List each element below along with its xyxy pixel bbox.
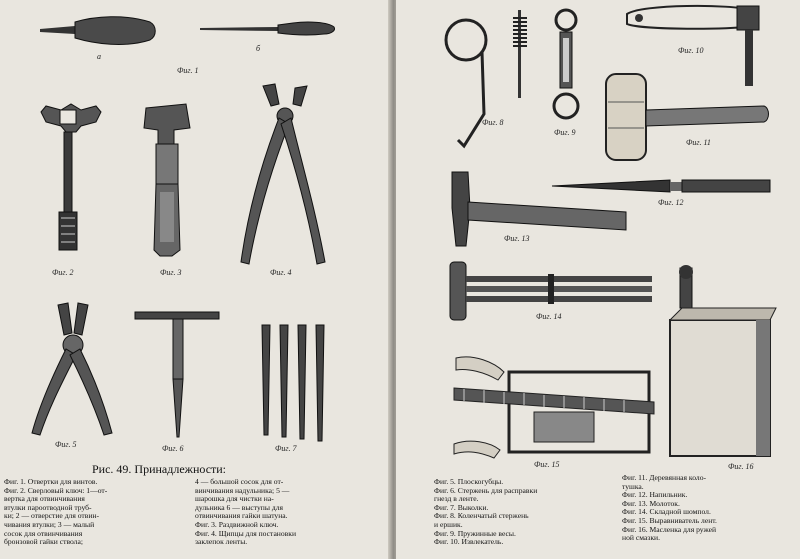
- caption-line: тушка.: [622, 481, 644, 491]
- caption-line: Фиг. 7. Выколки.: [434, 502, 489, 512]
- fig5-label: Фиг. 5: [55, 440, 77, 449]
- fig12-label: Фиг. 12: [658, 198, 684, 207]
- caption-line: отвинчивания гайки шатуна.: [195, 511, 288, 521]
- caption-line: шарошка для чистки на-: [195, 494, 274, 504]
- caption-line: винчивания надульника; 5 —: [195, 485, 290, 495]
- fig3-label: Фиг. 3: [160, 268, 182, 277]
- caption-column-3: [434, 478, 606, 547]
- caption-line: Фиг. 10. Извлекатель.: [434, 537, 504, 547]
- flat-nose-pliers-illustration: [28, 303, 118, 438]
- caption-line: втулки пароотводной труб-: [4, 502, 92, 512]
- caption-line: Фиг. 1. Отвертки для винтов.: [4, 477, 98, 486]
- fig11-label: Фиг. 11: [686, 138, 711, 147]
- screwdriver-b-illustration: [198, 18, 338, 40]
- caption-line: дульника 6 — выступы для: [195, 502, 284, 512]
- caption-line: ной смазки.: [622, 533, 660, 543]
- caption-line: вертка для отвинчивания: [4, 494, 85, 504]
- caption-line: сосок для отвинчивания: [4, 528, 83, 538]
- figure-caption-title: Рис. 49. Принадлежности:: [92, 462, 227, 476]
- oil-can-illustration: [668, 262, 778, 462]
- caption-line: Фиг. 9. Пружинные весы.: [434, 528, 516, 538]
- wooden-mallet-illustration: [604, 72, 774, 164]
- fig2-label: Фиг. 2: [52, 268, 74, 277]
- t-rod-illustration: [135, 312, 220, 442]
- rivet-pliers-illustration: [235, 84, 335, 269]
- fig16-label: Фиг. 16: [728, 462, 754, 471]
- hammer-illustration: [446, 168, 631, 250]
- fig1b-label: б: [256, 44, 261, 53]
- drill-wrench-illustration: [36, 98, 106, 258]
- punches-illustration: [258, 325, 333, 445]
- caption-line: Фиг. 14. Складной шомпол.: [622, 507, 711, 517]
- right-page: [396, 0, 800, 559]
- fig4-label: Фиг. 4: [270, 268, 292, 277]
- caption-line: бронзовой гайки ствола;: [4, 537, 83, 547]
- caption-line: Фиг. 11. Деревянная коло-: [622, 473, 707, 482]
- fig1a-label: а: [97, 52, 101, 61]
- caption-line: Фиг. 12. Напильник.: [622, 490, 688, 500]
- fig10-label: Фиг. 10: [678, 46, 704, 55]
- caption-line: Фиг. 8. Коленчатый стержень: [434, 511, 529, 521]
- fig6-label: Фиг. 6: [162, 444, 184, 453]
- bore-brush-illustration: [512, 10, 528, 100]
- caption-line: и ершик.: [434, 519, 463, 529]
- adjustable-wrench-illustration: [138, 100, 198, 260]
- fig14-label: Фиг. 14: [536, 312, 562, 321]
- caption-line: Фиг. 5. Плоскогубцы.: [434, 477, 504, 486]
- caption-column-4: [622, 474, 796, 543]
- caption-line: Фиг. 15. Выравниватель лент.: [622, 515, 717, 525]
- belt-straightener-illustration: [454, 358, 654, 466]
- fig9-label: Фиг. 9: [554, 128, 576, 137]
- fig13-label: Фиг. 13: [504, 234, 530, 243]
- screwdriver-a-illustration: [35, 12, 160, 50]
- caption-line: 4 — большой сосок для от-: [195, 477, 284, 486]
- caption-column-2: [195, 478, 385, 547]
- caption-line: ки; 2 — отверстие для отвин-: [4, 511, 99, 521]
- caption-line: Фиг. 3. Раздвижной ключ.: [195, 519, 279, 529]
- caption-line: Фиг. 16. Масленка для ружей: [622, 524, 717, 534]
- fig15-label: Фиг. 15: [534, 460, 560, 469]
- caption-line: Фиг. 4. Щипцы для постановки: [195, 528, 297, 538]
- fig1-label: Фиг. 1: [177, 66, 199, 75]
- caption-line: Фиг. 2. Сверловый ключ: 1—от-: [4, 485, 108, 495]
- caption-line: гнезд в ленте.: [434, 494, 479, 504]
- caption-line: чивания втулки; 3 — малый: [4, 519, 95, 529]
- caption-column-1: [4, 478, 184, 547]
- cranked-rod-illustration: [442, 14, 502, 154]
- caption-line: Фиг. 6. Стержень для расправки: [434, 485, 538, 495]
- left-page: [0, 0, 392, 559]
- caption-line: заклепок ленты.: [195, 537, 248, 547]
- fig8-label: Фиг. 8: [482, 118, 504, 127]
- fig7-label: Фиг. 7: [275, 444, 297, 453]
- caption-line: Фиг. 13. Молоток.: [622, 498, 680, 508]
- spring-scale-illustration: [551, 8, 581, 126]
